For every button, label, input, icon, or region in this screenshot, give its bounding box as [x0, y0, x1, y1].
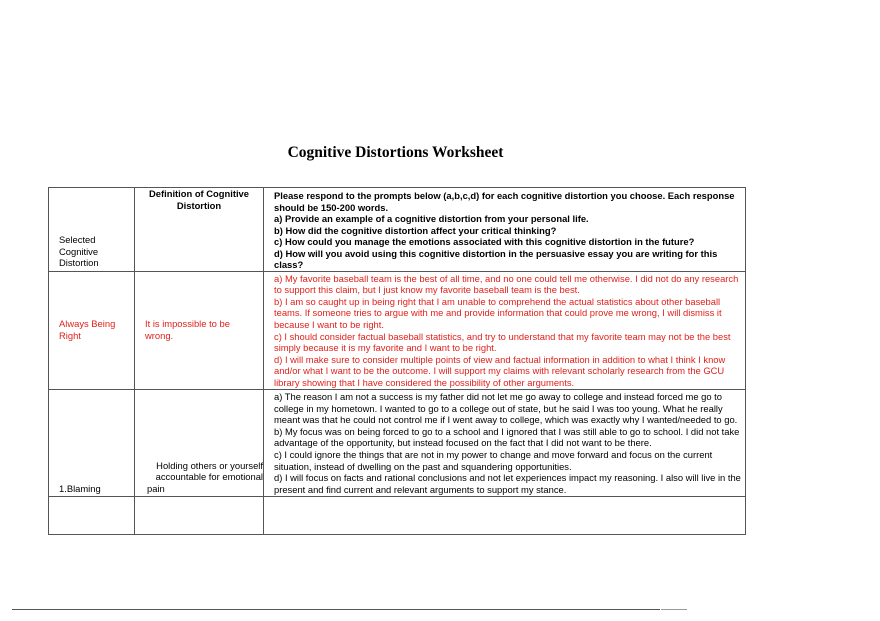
response-c: c) I could ignore the things that are not in my power to change and move forward and focus on the current situation, instead of dwelling on the past and squandering opportunities.	[274, 449, 713, 472]
header-selected-distortion	[49, 188, 135, 272]
definition-line: It is impossible to be	[145, 318, 230, 330]
footer-divider	[661, 609, 687, 610]
table-row	[49, 497, 746, 535]
distortion-definition	[135, 390, 264, 497]
prompt-c: c) How could you manage the emotions associated with this cognitive distortion in the future?	[274, 236, 695, 248]
response-b: b) My focus was on being forced to go to a school and I ignored that I was still able to go to school. I did not take advantage of the opportunity, but instead focused on the fact that I did not want to be there.	[274, 425, 740, 449]
response-a: a) The reason I am not a success is my father did not let me go away to college and instead forced me go to college in my hometown. I wanted to go to a college out of state, but he said I was too young. What he really meant was that he could not control me if I went away to college, which was exactly why I wanted/needed to go.	[274, 391, 738, 426]
distortion-line: Right	[59, 329, 81, 341]
response-a: a) My favorite baseball team is the best of all time, and no one could tell me otherwise. I did not do any research to support this claim, but I just know my favorite baseball team is the best.	[274, 272, 739, 296]
distortion-responses	[264, 390, 746, 497]
page-title: Cognitive Distortions Worksheet	[287, 144, 504, 161]
footer-divider	[12, 609, 660, 610]
distortion-responses	[264, 271, 746, 389]
definition-line: Holding others or yourself	[156, 459, 263, 471]
definition-line: accountable for emotional	[155, 471, 263, 483]
distortion-definition	[135, 271, 264, 389]
header-col1-line: Cognitive	[59, 245, 99, 257]
response-c: c) I should consider factual baseball statistics, and try to understand that my favorite team may not be the best simply because it is my favorite and I want to be right.	[274, 330, 731, 354]
response-b: b) I am so caught up in being right that I am unable to comprehend the actual statistics about other baseball teams. If someone tries to argue with me and provide information that could prove me wrong, I will dismiss it because I want to be right.	[274, 295, 722, 331]
header-col2-line: Distortion	[176, 199, 222, 211]
empty-cell	[264, 497, 746, 535]
response-d: d) I will make sure to consider multiple points of view and factual information in addition to what I think I know and/or what I want to be the outcome. I will support my claims with relevant scholarly research from the GCU library showing that I have considered the possibility of other arguments.	[274, 353, 726, 388]
prompt-d: d) How will you avoid using this cognitive distortion in the persuasive essay you are writing for this class?	[274, 247, 718, 271]
definition-line: pain	[147, 482, 165, 494]
empty-cell	[49, 497, 135, 535]
prompt-intro: Please respond to the prompts below (a,b,c,d) for each cognitive distortion you choose. Each response should be 150-200 words.	[274, 190, 735, 213]
header-col1-line: Selected	[59, 234, 96, 246]
empty-cell	[135, 497, 264, 535]
header-definition	[135, 188, 264, 272]
header-col2-line: Definition of Cognitive	[149, 188, 249, 199]
header-col1-line: Distortion	[59, 257, 99, 269]
table-row	[49, 271, 746, 389]
header-row	[49, 188, 746, 272]
definition-line: wrong.	[145, 329, 174, 341]
distortion-name	[49, 271, 135, 389]
distortion-line: 1.Blaming	[59, 482, 101, 494]
worksheet-table	[48, 187, 746, 535]
table-row	[49, 390, 746, 497]
response-d: d) I will focus on facts and rational conclusions and not let experiences impact my reasoning. I also will live in the present and find current and relevant arguments to support my stance.	[274, 472, 741, 495]
distortion-name	[49, 390, 135, 497]
header-prompts	[264, 188, 746, 272]
prompt-b: b) How did the cognitive distortion affect your critical thinking?	[274, 224, 557, 236]
distortion-line: Always Being	[59, 318, 116, 330]
prompt-a: a) Provide an example of a cognitive distortion from your personal life.	[274, 213, 589, 225]
